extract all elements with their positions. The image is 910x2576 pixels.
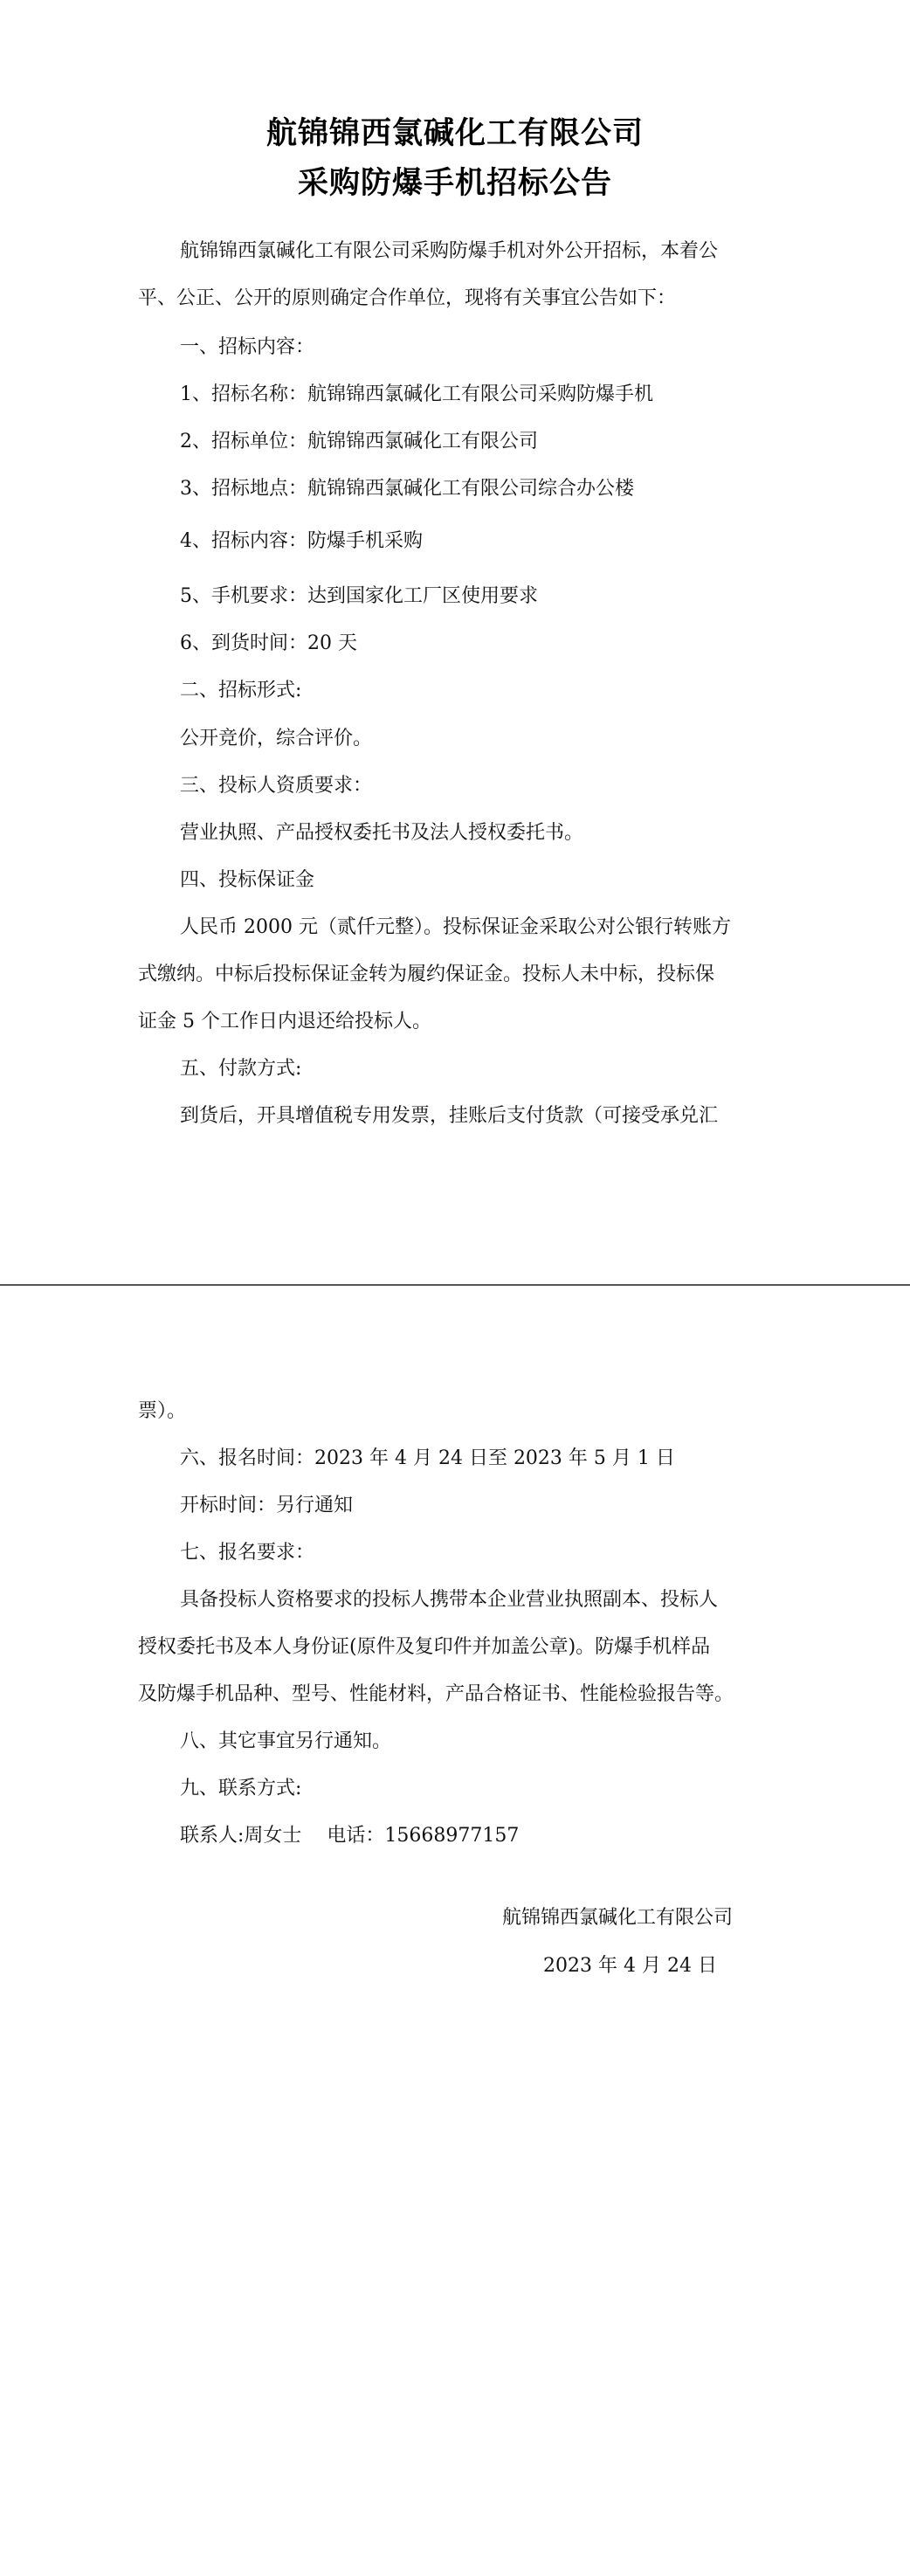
section-5-body-line-1: 到货后，开具增值税专用发票，挂账后支付货款（可接受承兑汇 xyxy=(180,1105,719,1127)
section-7-heading: 七、报名要求： xyxy=(180,1542,315,1564)
document-page-2 xyxy=(0,1288,910,2576)
section-5-heading: 五、付款方式: xyxy=(180,1058,302,1080)
section-1-heading: 一、招标内容： xyxy=(180,336,315,358)
section-1-item: 3、招标地点：航锦锦西氯碱化工有限公司综合办公楼 xyxy=(180,478,634,500)
signature-company: 航锦锦西氯碱化工有限公司 xyxy=(502,1907,734,1929)
section-9-heading: 九、联系方式: xyxy=(180,1778,302,1799)
section-1-item: 4、招标内容：防爆手机采购 xyxy=(180,530,423,552)
document-title-line-2: 采购防爆手机招标公告 xyxy=(297,166,612,201)
document-title-line-1: 航锦锦西氯碱化工有限公司 xyxy=(265,116,644,151)
section-1-item: 1、招标名称：航锦锦西氯碱化工有限公司采购防爆手机 xyxy=(180,383,653,405)
signature-date: 2023 年 4 月 24 日 xyxy=(543,1955,717,1977)
section-3-body: 营业执照、产品授权委托书及法人授权委托书。 xyxy=(180,822,584,844)
intro-paragraph-line-1: 航锦锦西氯碱化工有限公司采购防爆手机对外公开招标，本着公 xyxy=(180,240,719,262)
intro-paragraph-line-2: 平、公正、公开的原则确定合作单位，现将有关事宜公告如下： xyxy=(138,287,677,309)
section-2-body: 公开竞价，综合评价。 xyxy=(180,728,373,749)
section-6-heading: 六、报名时间：2023 年 4 月 24 日至 2023 年 5 月 1 日 xyxy=(180,1447,675,1469)
section-1-item: 5、手机要求：达到国家化工厂区使用要求 xyxy=(180,585,538,607)
document-page-1 xyxy=(0,0,910,1284)
section-2-heading: 二、招标形式: xyxy=(180,680,302,701)
section-1-item: 2、招标单位：航锦锦西氯碱化工有限公司 xyxy=(180,431,538,452)
section-7-body-line-1: 具备投标人资格要求的投标人携带本企业营业执照副本、投标人 xyxy=(180,1589,719,1611)
section-8-heading: 八、其它事宜另行通知。 xyxy=(180,1730,392,1752)
section-6-body: 开标时间：另行通知 xyxy=(180,1495,354,1516)
page-divider xyxy=(0,1284,910,1286)
section-7-body-line-3: 及防爆手机品种、型号、性能材料，产品合格证书、性能检验报告等。 xyxy=(138,1683,734,1705)
section-4-heading: 四、投标保证金 xyxy=(180,869,315,891)
contact-line: 联系人:周女士 电话：15668977157 xyxy=(180,1825,520,1847)
section-5-body-line-2: 票）。 xyxy=(138,1400,187,1422)
section-7-body-line-2: 授权委托书及本人身份证(原件及复印件并加盖公章)。防爆手机样品 xyxy=(138,1636,711,1658)
section-1-item: 6、到货时间：20 天 xyxy=(180,632,357,654)
section-4-body-line-1: 人民币 2000 元（贰仟元整）。投标保证金采取公对公银行转账方 xyxy=(180,916,731,938)
section-4-body-line-2: 式缴纳。中标后投标保证金转为履约保证金。投标人未中标，投标保 xyxy=(138,963,715,985)
section-4-body-line-3: 证金 5 个工作日内退还给投标人。 xyxy=(138,1011,431,1032)
section-3-heading: 三、投标人资质要求： xyxy=(180,775,373,797)
